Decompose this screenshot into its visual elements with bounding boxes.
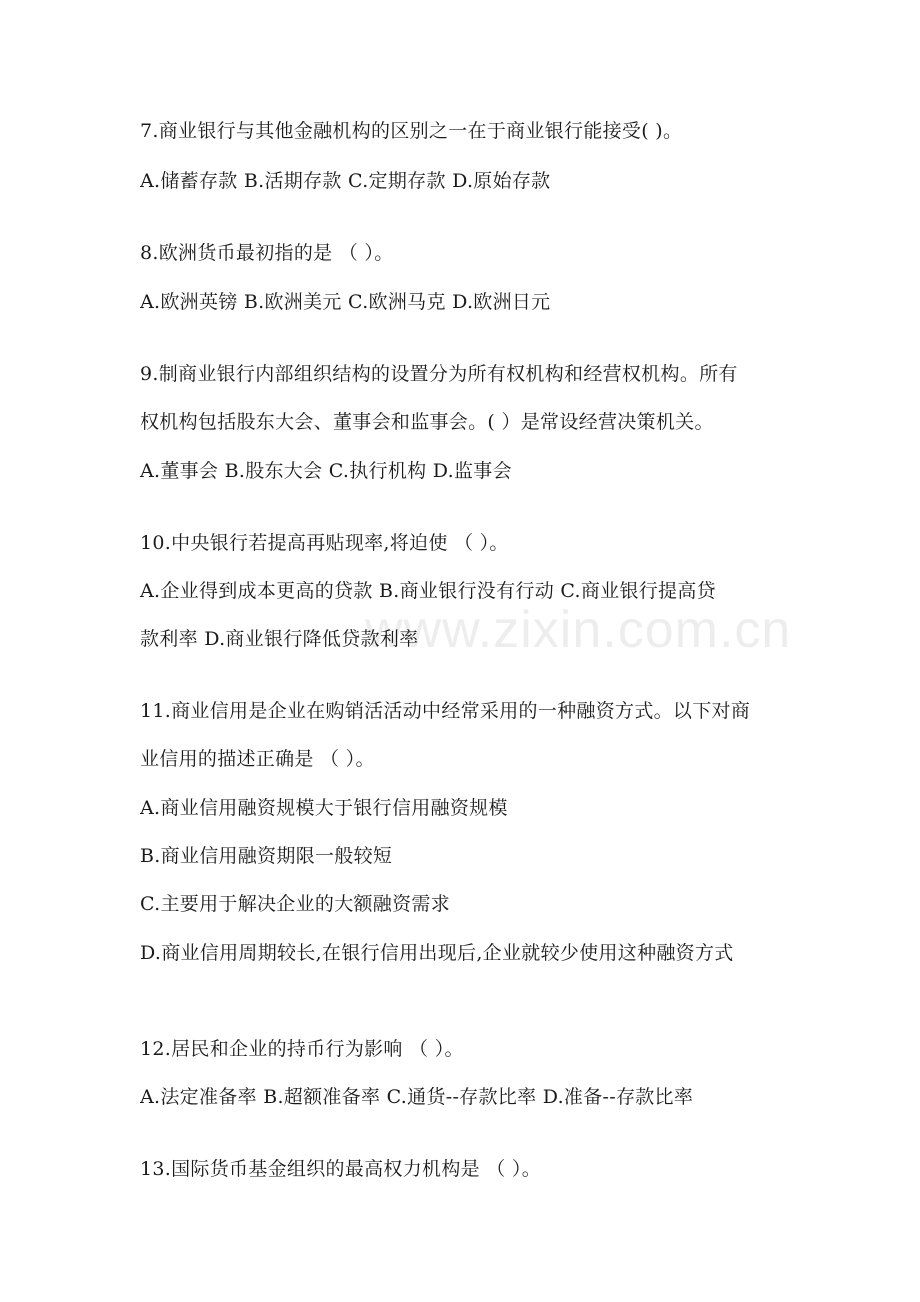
question-13-stem: 13.国际货币基金组织的最高权力机构是 （ ）。 [140,1158,541,1180]
question-9-options: A.董事会 B.股东大会 C.执行机构 D.监事会 [140,460,512,482]
question-10-options-line-1: A.企业得到成本更高的贷款 B.商业银行没有行动 C.商业银行提高贷 [140,580,716,602]
watermark: www.zixin.com.cn [365,601,792,659]
question-7-options: A.储蓄存款 B.活期存款 C.定期存款 D.原始存款 [140,170,551,192]
question-8-options: A.欧洲英镑 B.欧洲美元 C.欧洲马克 D.欧洲日元 [140,291,551,313]
question-9-stem-line-2: 权机构包括股东大会、董事会和监事会。( ）是常设经营决策机关。 [140,411,714,433]
question-9-stem-line-1: 9.制商业银行内部组织结构的设置分为所有权机构和经营权机构。所有 [140,363,738,385]
question-11-option-d: D.商业信用周期较长,在银行信用出现后,企业就较少使用这种融资方式 [140,942,734,964]
question-10-options-line-2: 款利率 D.商业银行降低贷款利率 [140,628,419,650]
question-11-option-b: B.商业信用融资期限一般较短 [140,845,393,867]
question-7-stem: 7.商业银行与其他金融机构的区别之一在于商业银行能接受( )。 [140,120,683,142]
question-11-stem-line-2: 业信用的描述正确是 （ ）。 [140,748,375,770]
question-12-stem: 12.居民和企业的持币行为影响 （ ）。 [140,1038,464,1060]
question-12-options: A.法定准备率 B.超额准备率 C.通货--存款比率 D.准备--存款比率 [140,1086,694,1108]
question-8-stem: 8.欧洲货币最初指的是 （ ）。 [140,242,394,264]
question-11-option-a: A.商业信用融资规模大于银行信用融资规模 [140,797,508,819]
question-10-stem: 10.中央银行若提高再贴现率,将迫使 （ ）。 [140,532,509,554]
question-11-option-c: C.主要用于解决企业的大额融资需求 [140,893,451,915]
question-11-stem-line-1: 11.商业信用是企业在购销活活动中经常采用的一种融资方式。以下对商 [140,700,751,722]
